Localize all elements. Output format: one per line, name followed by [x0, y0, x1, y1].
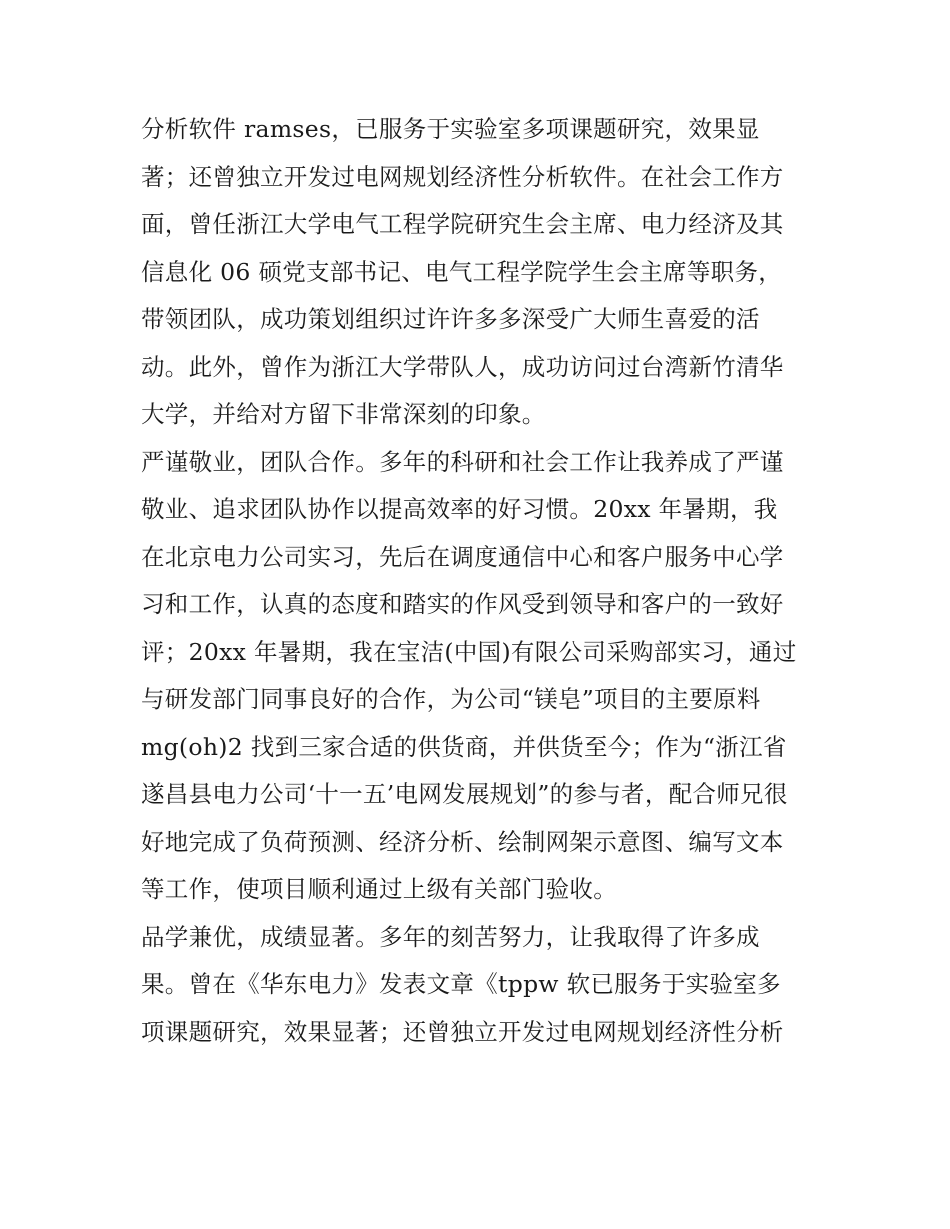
- text-line: 带领团队，成功策划组织过许许多多深受广大师生喜爱的活: [141, 305, 760, 333]
- text-line: 果。曾在《华东电力》发表文章《tppw 软已服务于实验室多: [141, 970, 781, 998]
- text-line: 分析软件 ramses，已服务于实验室多项课题研究，效果显: [141, 115, 760, 143]
- text-line: 在北京电力公司实习，先后在调度通信中心和客户服务中心学: [141, 542, 784, 571]
- text-line: mg(oh)2 找到三家合适的供货商，并供货至今；作为“浙江省: [141, 732, 787, 761]
- text-line: 严谨敬业，团队合作。多年的科研和社会工作让我养成了严谨: [141, 447, 784, 476]
- text-line: 评；20xx 年暑期，我在宝洁(中国)有限公司采购部实习，通过: [141, 637, 797, 666]
- text-line: 信息化 06 硕党支部书记、电气工程学院学生会主席等职务，: [141, 257, 783, 286]
- text-line: 品学兼优，成绩显著。多年的刻苦努力，让我取得了许多成: [141, 922, 760, 951]
- text-line: 等工作，使项目顺利通过上级有关部门验收。: [141, 875, 617, 903]
- text-line: 项课题研究，效果显著；还曾独立开发过电网规划经济性分析: [141, 1017, 784, 1046]
- document-body: [141, 106, 821, 1056]
- text-line: 与研发部门同事良好的合作，为公司“镁皂”项目的主要原料: [141, 685, 761, 713]
- text-line: 遂昌县电力公司‘十一五’电网发展规划”的参与者，配合师兄很: [141, 780, 788, 808]
- text-line: 好地完成了负荷预测、经济分析、绘制网架示意图、编写文本: [141, 827, 784, 856]
- text-line: 习和工作，认真的态度和踏实的作风受到领导和客户的一致好: [141, 590, 784, 618]
- text-line: 动。此外，曾作为浙江大学带队人，成功访问过台湾新竹清华: [141, 352, 784, 381]
- text-line: 敬业、追求团队协作以提高效率的好习惯。20xx 年暑期，我: [141, 495, 778, 523]
- text-line: 面，曾任浙江大学电气工程学院研究生会主席、电力经济及其: [141, 210, 784, 238]
- text-line: 大学，并给对方留下非常深刻的印象。: [141, 400, 546, 428]
- text-line: 著；还曾独立开发过电网规划经济性分析软件。在社会工作方: [141, 162, 784, 191]
